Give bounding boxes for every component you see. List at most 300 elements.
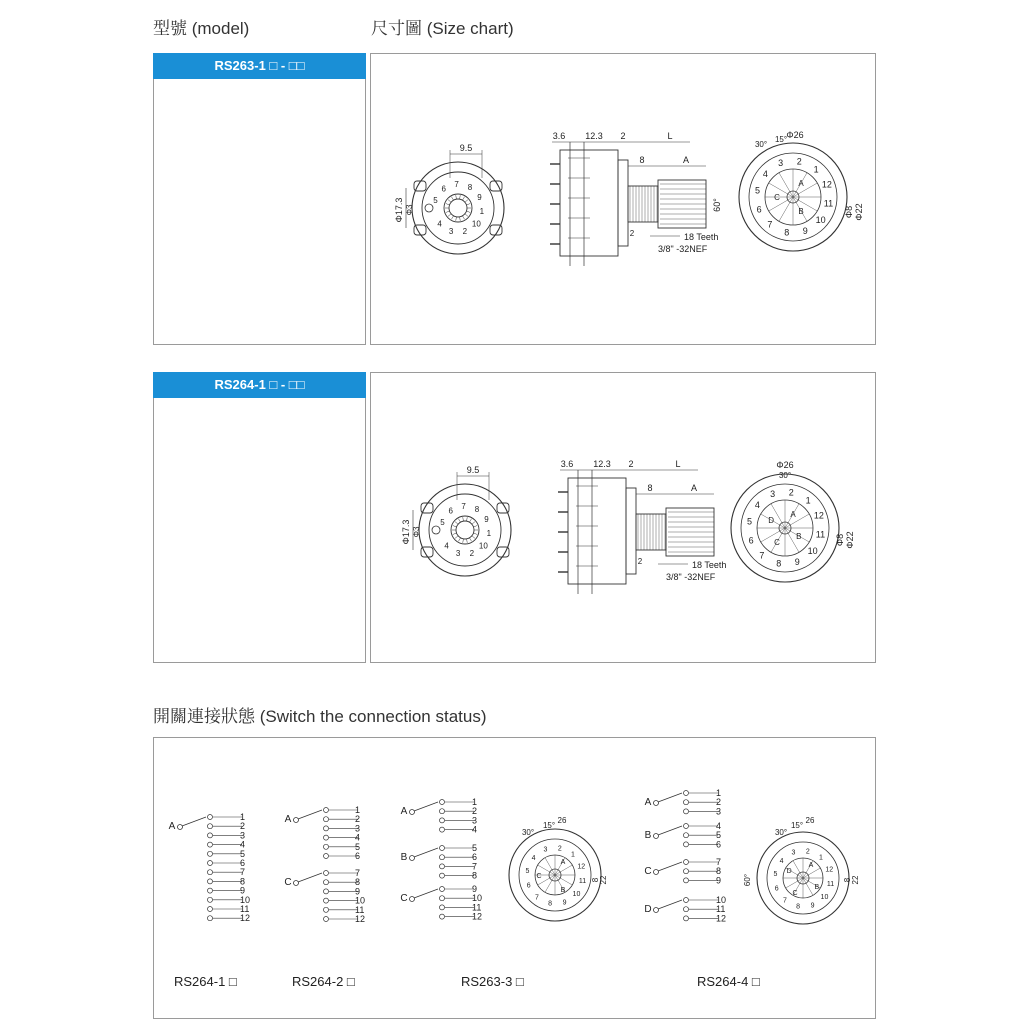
contact-number: 12 [813, 510, 824, 521]
contact-number: 9 [794, 556, 800, 567]
contact-number: 9 [810, 902, 815, 910]
contact-number: 6 [748, 535, 754, 546]
dim-22-3: 22 [599, 875, 608, 885]
contact-node [440, 864, 445, 869]
contact-number: 6 [716, 839, 722, 850]
pole-letter: C [536, 873, 542, 880]
dim-L: L [675, 459, 681, 469]
shaft-tooth [473, 526, 477, 527]
spoke [779, 197, 793, 221]
dim-3-6: 3.6 [552, 131, 566, 141]
contact-number: 1 [819, 854, 823, 862]
shaft-tooth [463, 197, 465, 200]
contact-node [324, 808, 329, 813]
shaft-tooth [472, 536, 475, 539]
dim-15-3: 15° [542, 821, 556, 830]
contact-node [684, 842, 689, 847]
contact-number: 4 [444, 541, 449, 551]
switch-diagram-4a [645, 791, 718, 814]
teeth-label: 18 Teeth [684, 232, 719, 242]
shaft-tooth [467, 517, 468, 521]
contact-number: 2 [557, 845, 562, 853]
shaft-tooth [460, 217, 461, 221]
pole-letter: A [798, 179, 804, 189]
spoke [769, 183, 793, 197]
contact-node [208, 842, 213, 847]
contact-number: 11 [355, 904, 365, 915]
switch-diagram-3b [401, 846, 474, 879]
dim-26-4: 26 [805, 816, 815, 825]
contact-number: 2 [796, 156, 802, 167]
contact-number: 3 [543, 846, 548, 854]
contact-number: 11 [578, 877, 587, 885]
pole-label: B [644, 830, 652, 841]
contact-number: 9 [802, 225, 808, 236]
index-view-switch-4 [757, 832, 849, 924]
dim-phi26-1: Φ26 [786, 130, 804, 140]
spoke [779, 173, 793, 197]
contact-number: 8 [716, 866, 722, 877]
pole-node [654, 801, 659, 806]
spoke [769, 197, 793, 211]
switch-diagram-4b [645, 824, 718, 847]
switch-label-4: RS264-4 □ [697, 974, 760, 989]
contact-number: 4 [716, 821, 722, 831]
contact-number: 6 [774, 885, 779, 893]
switch-numbers-3b [472, 843, 477, 881]
contact-node [440, 896, 445, 901]
dim-phi26-2: Φ26 [776, 460, 794, 470]
outer-body [419, 484, 511, 576]
shaft [449, 199, 467, 217]
dim-L: L [667, 131, 673, 141]
pole-node [410, 897, 415, 902]
dim-8-3: 8 [591, 877, 600, 883]
contact-node [324, 898, 329, 903]
pole-letter: C [792, 889, 798, 897]
pole-letter: D [786, 868, 792, 875]
dim-30-4: 30° [774, 828, 788, 837]
contact-number: 4 [437, 219, 442, 229]
bushing-flange [626, 488, 636, 574]
contact-number: 5 [240, 848, 246, 859]
contact-number: 11 [472, 902, 482, 913]
front-view-rs264 [401, 465, 511, 576]
pole-arm [182, 817, 206, 826]
contact-number: 3 [240, 830, 246, 841]
dim-phi17-3: Φ17.3 [394, 197, 404, 223]
contact-number: 8 [467, 183, 473, 193]
contact-number: 10 [471, 219, 481, 229]
contact-number: 4 [779, 858, 784, 866]
pole-letter: C [774, 537, 780, 547]
contact-node [440, 809, 445, 814]
shaft-tooth [453, 526, 457, 527]
contact-node [324, 826, 329, 831]
switch-numbers-4d [716, 895, 726, 923]
dim-3-6: 3.6 [560, 459, 574, 469]
shaft-tooth [465, 200, 468, 203]
shaft-tooth [467, 539, 468, 543]
dim-A: A [682, 155, 690, 165]
pole-letter: D [768, 516, 775, 525]
switch-label-2: RS264-2 □ [292, 974, 355, 989]
dim-15-1: 15° [774, 135, 788, 144]
contact-number: 12 [821, 179, 832, 190]
pole-label: A [284, 814, 292, 825]
switch-numbers-3a [472, 797, 477, 835]
dim-A: A [690, 483, 698, 493]
bushing-flange [618, 160, 628, 246]
contact-number: 8 [355, 877, 361, 888]
dim-phi3: Φ3 [405, 204, 414, 216]
pole-node [410, 856, 415, 861]
shaft-tooth [453, 533, 457, 534]
dim-12-3: 12.3 [585, 131, 603, 141]
shaft-tooth [470, 538, 472, 541]
model-code-1: RS263-1 □ - □□ [153, 53, 366, 79]
contact-node [440, 818, 445, 823]
pole-node [410, 810, 415, 815]
contact-number: 6 [355, 851, 361, 861]
shaft-tooth [452, 216, 454, 219]
contact-number: 2 [716, 797, 722, 808]
contact-number: 3 [472, 815, 478, 826]
contact-number: 3 [716, 806, 722, 817]
contact-number: 10 [472, 893, 483, 904]
pole-letter: B [796, 532, 802, 541]
contact-node [324, 871, 329, 876]
pole-label: A [168, 821, 176, 832]
contact-number: 7 [783, 897, 787, 905]
contact-number: 11 [815, 529, 826, 540]
dim-phi8-2: Φ8 [835, 533, 845, 547]
contact-number: 7 [535, 894, 539, 902]
spoke [785, 514, 809, 528]
contact-number: 5 [716, 830, 722, 841]
contact-number: 5 [433, 195, 438, 205]
contact-number: 10 [815, 215, 826, 226]
contact-node [684, 833, 689, 838]
contact-number: 5 [440, 517, 445, 527]
teeth-label: 18 Teeth [692, 560, 727, 570]
contact-number: 3 [778, 158, 784, 169]
contact-number: 1 [571, 851, 575, 859]
switch-diagram-4c [644, 860, 718, 883]
contact-number: 1 [240, 812, 246, 822]
contact-number: 7 [461, 502, 466, 512]
switch-diagram-3a [401, 800, 474, 833]
contact-number: 9 [484, 515, 489, 525]
contact-number: 3 [448, 226, 454, 236]
contact-number: 2 [472, 806, 478, 817]
contact-number: 1 [716, 788, 722, 798]
pole-arm [414, 889, 438, 898]
switch-diagram-3c [400, 887, 474, 920]
contact-node [208, 907, 213, 912]
dim-30-3: 30° [521, 828, 535, 837]
shaft-tooth [463, 216, 465, 219]
dim-15-4: 15° [790, 821, 804, 830]
contact-number: 4 [531, 855, 536, 863]
contact-number: 9 [716, 875, 722, 886]
contact-number: 12 [716, 913, 727, 924]
contact-number: 1 [805, 495, 811, 506]
shaft-tooth [472, 522, 475, 525]
contact-node [440, 846, 445, 851]
contact-number: 1 [479, 206, 485, 216]
contact-node [208, 851, 213, 856]
contact-number: 2 [462, 226, 468, 236]
dim-30-2: 30° [778, 471, 792, 480]
switch-label-1: RS264-1 □ [174, 974, 237, 989]
dim-phi17-3: Φ17.3 [401, 519, 411, 545]
contact-node [440, 914, 445, 919]
dim-60-1: 60° [712, 198, 722, 212]
contact-number: 5 [747, 516, 753, 527]
contact-number: 2 [788, 487, 794, 498]
contact-node [684, 916, 689, 921]
contact-node [324, 817, 329, 822]
index-view-rs263 [739, 143, 847, 251]
dim-30-1: 30° [754, 140, 768, 149]
dim-phi22-2: Φ22 [845, 531, 855, 549]
contact-number: 2 [805, 848, 810, 856]
index-view-switch-3 [509, 829, 601, 921]
contact-number: 11 [826, 880, 835, 888]
thread-label: 3/8" -32NEF [658, 244, 708, 254]
contact-number: 6 [756, 204, 762, 215]
contact-number: 5 [773, 871, 778, 879]
contact-number: 4 [754, 499, 760, 510]
shaft-tooth [459, 538, 461, 541]
pole-letter: B [814, 884, 820, 891]
dim-12-3: 12.3 [593, 459, 611, 469]
switch-numbers-2c [355, 868, 365, 924]
contact-node [684, 800, 689, 805]
contact-number: 7 [716, 857, 722, 867]
contact-number: 7 [240, 867, 246, 878]
contact-number: 8 [784, 227, 790, 238]
pole-node [294, 818, 299, 823]
pole-node [654, 908, 659, 913]
pole-arm [298, 873, 322, 882]
contact-number: 5 [472, 843, 478, 853]
locating-hole [425, 204, 433, 212]
housing-side [568, 478, 626, 584]
contact-number: 8 [474, 505, 480, 515]
contact-number: 12 [825, 866, 834, 874]
switch-numbers-4a [716, 788, 721, 816]
dim-2-lower: 2 [629, 229, 635, 238]
pole-label: A [400, 806, 408, 817]
pole-arm [658, 793, 682, 802]
contact-node [684, 791, 689, 796]
contact-number: 9 [355, 886, 361, 897]
contact-node [440, 855, 445, 860]
pole-letter: A [808, 862, 814, 870]
dim-2: 2 [620, 131, 626, 141]
contact-number: 2 [240, 821, 246, 832]
contact-number: 10 [478, 541, 488, 551]
contact-number: 8 [472, 870, 478, 881]
contact-number: 4 [762, 168, 768, 179]
dim-9-5: 9.5 [459, 143, 473, 153]
contact-node [208, 879, 213, 884]
contact-node [440, 873, 445, 878]
dim-8: 8 [647, 483, 653, 493]
contact-number: 5 [755, 185, 761, 196]
contact-node [440, 887, 445, 892]
dim-phi3: Φ3 [412, 526, 421, 538]
shaft-tooth [448, 200, 451, 203]
pole-node [294, 881, 299, 886]
contact-node [684, 907, 689, 912]
shaft-tooth [455, 522, 458, 525]
contact-number: 10 [355, 895, 366, 906]
contact-node [208, 861, 213, 866]
shaft-tooth [448, 214, 451, 217]
shaft-tooth [446, 211, 450, 212]
pole-arm [658, 862, 682, 871]
contact-node [324, 835, 329, 840]
pole-letter: B [798, 206, 804, 216]
shaft-tooth [459, 519, 461, 522]
dim-8: 8 [639, 155, 645, 165]
contact-node [324, 854, 329, 859]
shaft-tooth [473, 533, 477, 534]
pole-label: D [644, 904, 652, 915]
pole-node [178, 825, 183, 830]
contact-node [208, 888, 213, 893]
contact-number: 2 [355, 814, 361, 825]
size-chart-heading: 尺寸圖 (Size chart) [371, 19, 514, 38]
spoke [793, 183, 817, 197]
dim-phi8-1: Φ8 [844, 205, 854, 219]
contact-node [324, 880, 329, 885]
contact-node [440, 905, 445, 910]
side-view-rs263 [550, 131, 718, 266]
thread-label: 3/8" -32NEF [666, 572, 716, 582]
switch-diagram-1 [169, 815, 242, 921]
contact-number: 3 [455, 548, 461, 558]
pole-letter: A [560, 859, 566, 867]
contact-number: 7 [472, 861, 478, 872]
contact-node [684, 860, 689, 865]
spoke [793, 197, 817, 211]
contact-node [324, 907, 329, 912]
outer-body [412, 162, 504, 254]
pole-label: C [284, 877, 292, 888]
contact-number: 3 [355, 823, 361, 834]
contact-node [208, 824, 213, 829]
contact-number: 3 [770, 489, 776, 500]
contact-number: 6 [472, 852, 478, 863]
shaft-tooth [466, 211, 470, 212]
pole-label: C [644, 866, 652, 877]
pole-arm [414, 848, 438, 857]
contact-node [208, 916, 213, 921]
contact-number: 1 [472, 797, 478, 807]
pole-node [654, 834, 659, 839]
pole-label: A [644, 797, 652, 808]
switch-numbers-3c [472, 884, 482, 922]
contact-number: 11 [240, 904, 250, 914]
switch-numbers-2a [355, 805, 360, 861]
contact-node [324, 889, 329, 894]
contact-node [684, 878, 689, 883]
pole-letter: B [560, 886, 566, 894]
pole-label: B [400, 852, 408, 863]
dim-9-5: 9.5 [466, 465, 480, 475]
dim-22-4: 22 [851, 875, 860, 885]
pole-letter: A [790, 510, 796, 520]
contact-number: 4 [240, 839, 246, 850]
model-heading: 型號 (model) [153, 19, 250, 38]
contact-node [440, 800, 445, 805]
contact-number: 12 [355, 914, 366, 924]
contact-number: 4 [472, 824, 478, 835]
shaft [456, 521, 474, 539]
contact-number: 10 [716, 895, 727, 905]
contact-number: 11 [716, 904, 726, 915]
contact-number: 12 [472, 911, 483, 922]
contact-number: 12 [240, 913, 251, 924]
contact-number: 7 [759, 550, 765, 561]
contact-node [208, 897, 213, 902]
shaft-tooth [446, 204, 450, 205]
index-view-rs264 [731, 474, 839, 582]
contact-number: 10 [572, 890, 581, 898]
dim-26-3: 26 [557, 816, 567, 825]
contact-number: 1 [813, 164, 819, 175]
contact-node [440, 827, 445, 832]
switch-numbers-4b [716, 821, 721, 849]
contact-number: 9 [472, 884, 478, 894]
contact-number: 1 [355, 805, 361, 815]
shaft-tooth [470, 519, 472, 522]
pole-arm [658, 900, 682, 909]
contact-number: 10 [240, 894, 251, 905]
model-code-2: RS264-1 □ - □□ [153, 372, 366, 398]
contact-node [684, 809, 689, 814]
dim-phi22-1: Φ22 [854, 203, 864, 221]
pole-arm [658, 826, 682, 835]
contact-number: 5 [525, 868, 530, 876]
contact-node [324, 917, 329, 922]
contact-number: 6 [240, 858, 246, 868]
pole-arm [298, 810, 322, 819]
contact-number: 9 [562, 899, 567, 907]
switch-diagram-2a [284, 808, 361, 861]
contact-number: 10 [820, 893, 829, 901]
contact-number: 8 [796, 903, 801, 911]
contact-number: 8 [776, 558, 782, 569]
contact-number: 6 [448, 506, 453, 516]
contact-number: 11 [823, 198, 834, 209]
shaft-tooth [466, 204, 470, 205]
switch-numbers-4c [716, 857, 721, 885]
contact-node [208, 870, 213, 875]
contact-number: 8 [240, 876, 246, 887]
contact-node [684, 824, 689, 829]
contact-number: 4 [355, 832, 361, 843]
dim-2-lower: 2 [637, 557, 643, 566]
switch-numbers-1 [240, 812, 250, 923]
pole-node [654, 870, 659, 875]
contact-number: 6 [441, 184, 446, 194]
threaded-bushing [628, 186, 658, 222]
